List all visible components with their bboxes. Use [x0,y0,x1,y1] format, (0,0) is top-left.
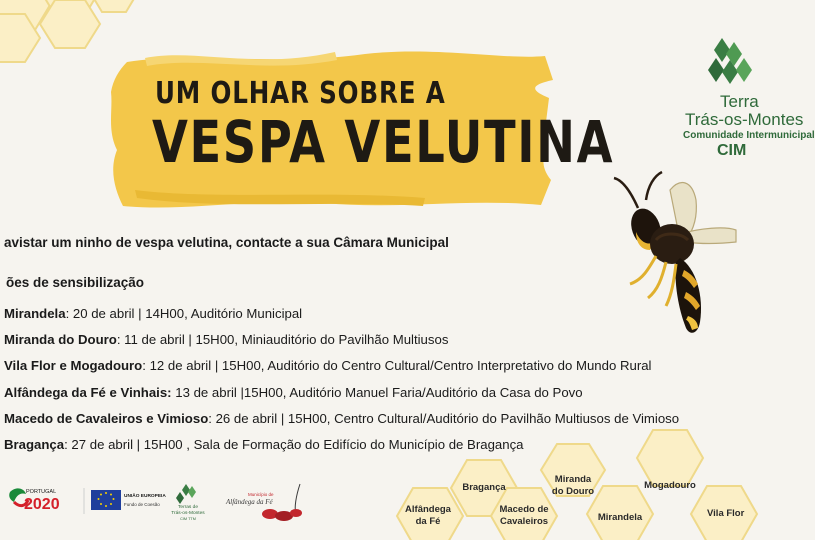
eu-logo [91,490,166,510]
session-details: 13 de abril |15H00, Auditório Manuel Faria/Auditório da Casa do Povo [171,384,583,400]
map-label-macedo-1: Macedo de [499,504,549,515]
portugal-year: 2020 [24,496,60,513]
session-place: Miranda do Douro [4,332,117,348]
cim-ttm-line-3: CIM TTM [180,517,196,521]
org-logo-line-3: Comunidade Intermunicipal [683,130,815,141]
org-logo [680,30,815,190]
session-details: : 12 de abril | 15H00, Auditório do Centro Cultural/Centro Interpretativo do Mundo Rural [142,358,652,374]
sessions-list [4,306,679,463]
org-logo-line-4: CIM [717,142,747,159]
sessions-heading: ões de sensibilização [6,275,145,290]
map-label-vilaflor: Vila Flor [707,508,745,519]
session-place: Mirandela [4,306,66,321]
municipalities-hex-map [395,450,745,540]
title-line-2: VESPA VELUTINA [152,108,615,176]
map-label-mogadouro: Mogadouro [644,480,696,491]
municipio-label: Município de [248,492,274,497]
org-logo-line-2: Trás-os-Montes [685,110,804,129]
contact-notice: avistar um ninho de vespa velutina, contacte a sua Câmara Municipal [4,235,449,250]
map-label-alfandega-1: Alfândega [405,504,451,515]
list-item [4,385,679,411]
map-label-alfandega-2: da Fé [415,516,441,527]
map-label-mirandela: Mirandela [597,512,643,523]
mountain-logo-icon [708,38,752,90]
cim-ttm-logo [171,484,205,521]
title-line-1: UM OLHAR SOBRE A [155,76,446,111]
map-label-miranda-1: Miranda [554,474,592,485]
eu-fund: Fundo de Coesão [124,502,160,507]
portugal-2020-logo [9,488,59,513]
session-details: : 26 de abril | 15H00, Centro Cultural/Auditório do Pavilhão Multiusos de Vimioso [208,410,680,426]
cim-ttm-line-1: Terras de [178,505,198,510]
partner-logos [0,478,330,528]
map-label-macedo-2: Cavaleiros [499,516,549,527]
list-item [4,358,679,384]
session-place: Macedo de Cavaleiros e Vimioso [4,410,209,426]
org-logo-line-1: Terra [720,92,759,111]
map-label-braganca: Bragança [462,482,506,493]
session-details: : 11 de abril | 15H00, Miniauditório do Pavilhão Multiusos [116,332,449,348]
session-place: Vila Flor e Mogadouro [4,358,143,374]
list-item [4,332,679,358]
session-details: : 20 de abril | 14H00, Auditório Municipal [65,306,303,321]
session-place: Alfândega da Fé e Vinhais: [4,384,172,400]
municipio-logo [225,484,302,521]
list-item [4,306,679,332]
list-item [4,411,679,437]
map-label-miranda-2: do Douro [551,486,595,497]
session-details: : 27 de abril | 15H00 , Sala de Formação do Edifício do Município de Bragança [64,436,524,452]
session-place: Bragança [4,436,65,452]
municipio-name: Alfândega da Fé [226,498,273,506]
portugal-label: PORTUGAL [26,489,57,495]
cim-ttm-line-2: Trás-os-Montes [171,511,205,516]
eu-label: UNIÃO EUROPEIA [124,494,166,499]
